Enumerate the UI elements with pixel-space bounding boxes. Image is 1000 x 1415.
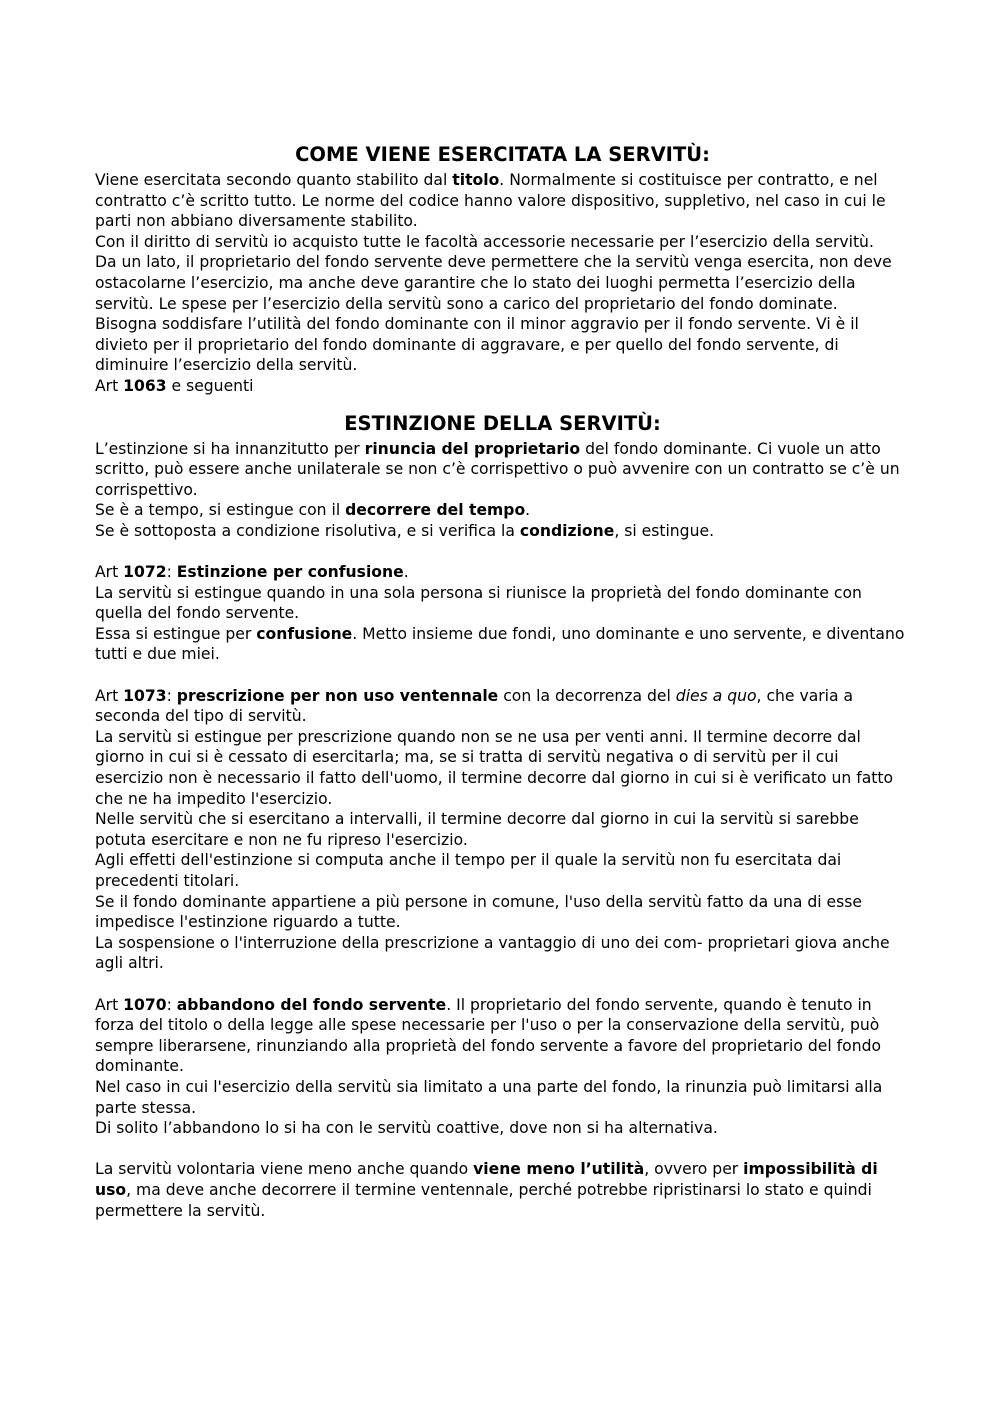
paragraph: La servitù si estingue per prescrizione quando non se ne usa per venti anni. Il termine decorre dal giorno in cui si è cessato di esercitarla; ma, se si tratta di servitù negativa o di servitù per il cui esercizio non è necessario il fatto dell'uomo, il termine decorre dal giorno in cui si è verificato un fatto che ne ha impedito l'esercizio. (95, 727, 894, 808)
paragraph: Art 1063 e seguenti (95, 376, 254, 395)
section-heading-estinzione: ESTINZIONE DELLA SERVITÙ: (344, 411, 661, 435)
paragraph: Nel caso in cui l'esercizio della servitù sia limitato a una parte del fondo, la rinunzia può limitarsi alla parte stessa. (95, 1077, 883, 1117)
article-heading-1070: Art 1070: abbandono del fondo servente. Il proprietario del fondo servente, quando è tenuto in forza del titolo o della legge alle spese necessarie per l'uso o per la conservazione della servitù, può sempre liberarsene, rinunziando alla proprietà del fondo servente a favore del proprietario del fondo dominante. (95, 995, 882, 1076)
document-page (95, 140, 910, 1221)
paragraph: Se è sottoposta a condizione risolutiva, e si verifica la condizione, si estingue. (95, 521, 715, 540)
paragraph: Agli effetti dell'estinzione si computa anche il tempo per il quale la servitù non fu esercitata dai precedenti titolari. (95, 851, 842, 890)
paragraph: Bisogna soddisfare l’utilità del fondo dominante con il minor aggravio per il fondo servente. Vi è il divieto per il proprietario del fondo dominante di aggravare, e per quello del fondo servente, di diminuire l’esercizio della servitù. (95, 315, 859, 375)
paragraph: Nelle servitù che si esercitano a intervalli, il termine decorre dal giorno in cui la servitù si sarebbe potuta esercitare e non ne fu ripreso l'esercizio. (95, 810, 859, 849)
paragraph: La sospensione o l'interruzione della prescrizione a vantaggio di uno dei com- proprietari giova anche agli altri. (95, 933, 890, 973)
paragraph: La servitù si estingue quando in una sola persona si riunisce la proprietà del fondo dominante con quella del fondo servente. (95, 583, 862, 623)
paragraph: Se è a tempo, si estingue con il decorrere del tempo. (95, 501, 531, 520)
article-heading-1072: Art 1072: Estinzione per confusione. (95, 563, 409, 582)
article-heading-1073: Art 1073: prescrizione per non uso ventennale con la decorrenza del dies a quo, che varia a seconda del tipo di servitù. (95, 686, 854, 726)
paragraph: Viene esercitata secondo quanto stabilito dal titolo. Normalmente si costituisce per contratto, e nel contratto c’è scritto tutto. Le norme del codice hanno valore dispositivo, suppletivo, nel caso in cui le parti non abbiano diversamente stabilito. (95, 171, 886, 231)
paragraph: Essa si estingue per confusione. Metto insieme due fondi, uno dominante e uno servente, e diventano tutti e due miei. (95, 624, 905, 664)
paragraph: Di solito l’abbandono lo si ha con le servitù coattive, dove non si ha alternativa. (95, 1119, 718, 1138)
paragraph: Con il diritto di servitù io acquisto tutte le facoltà accessorie necessarie per l’esercizio della servitù. (95, 232, 874, 251)
paragraph-final: La servitù volontaria viene meno anche quando viene meno l’utilità, ovvero per impossibilità di uso, ma deve anche decorrere il termine ventennale, perché potrebbe ripristinarsi lo stato e quindi permettere la servitù. (95, 1160, 878, 1220)
section-heading-esercizio: COME VIENE ESERCITATA LA SERVITÙ: (295, 143, 710, 166)
paragraph: Da un lato, il proprietario del fondo servente deve permettere che la servitù venga esercita, non deve ostacolarne l’esercizio, ma anche deve garantire che lo stato dei luoghi permetta l’esercizio della servitù. Le spese per l’esercizio della servitù sono a carico del proprietario del fondo dominate. (95, 253, 892, 313)
paragraph: L’estinzione si ha innanzitutto per rinuncia del proprietario del fondo dominante. Ci vuole un atto scritto, può essere anche unilaterale se non c’è corrispettivo o può avvenire con un contratto se c’è un corrispettivo. (95, 439, 900, 499)
paragraph: Se il fondo dominante appartiene a più persone in comune, l'uso della servitù fatto da una di esse impedisce l'estinzione riguardo a tutte. (95, 892, 862, 932)
